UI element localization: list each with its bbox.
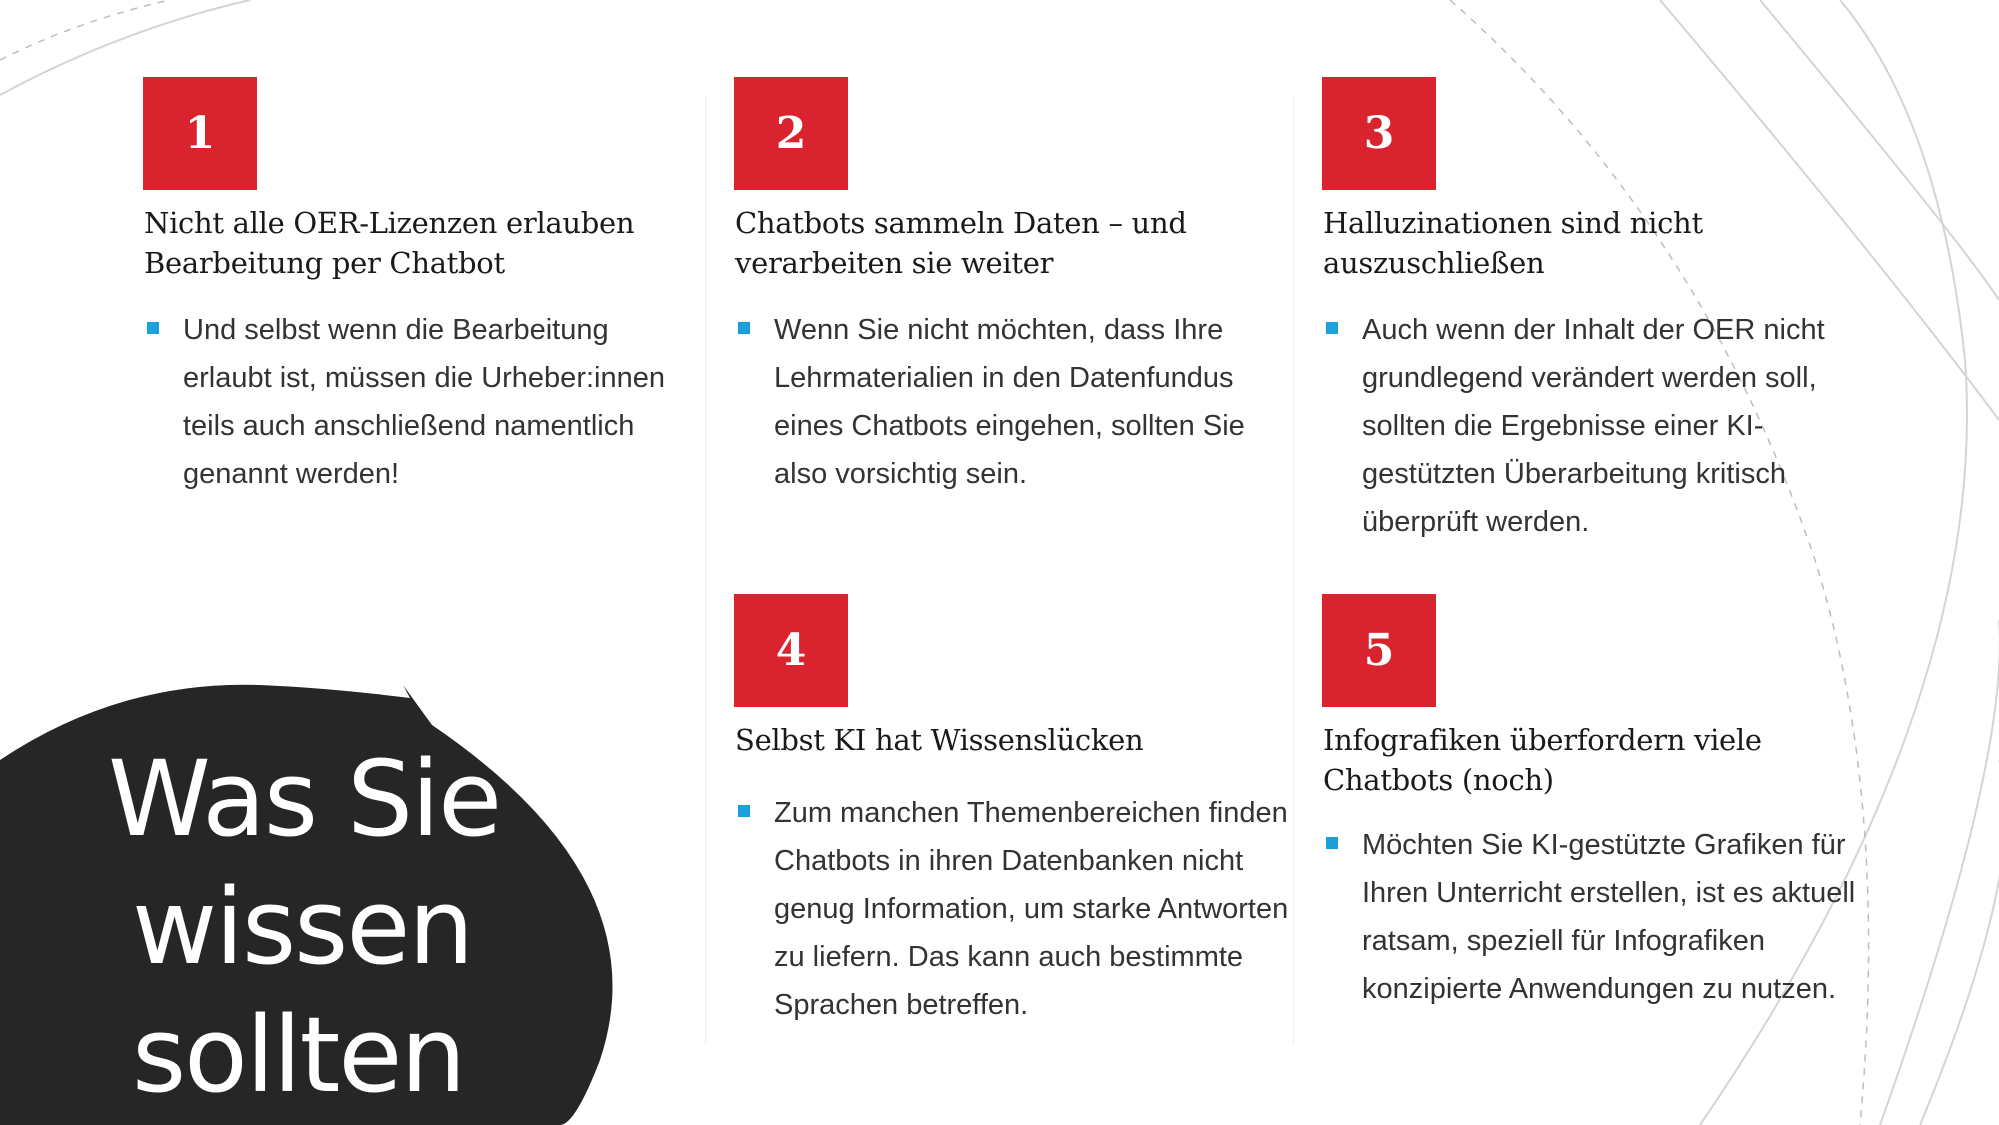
bullet-icon (1326, 322, 1338, 334)
card-body: Auch wenn der Inhalt der OER nicht grundlegend verändert werden soll, sollten die Ergebnisse einer KI-gestützten Überarbeitung kritisch überprüft werden. (1362, 314, 1825, 538)
card-heading: Halluzinationen sind nicht auszuschließen (1323, 206, 1703, 280)
card-heading: Chatbots sammeln Daten – und verarbeiten sie weiter (735, 206, 1187, 280)
bullet-icon (1326, 837, 1338, 849)
card-number-badge: 3 (1322, 77, 1436, 190)
card-body: Und selbst wenn die Bearbeitung erlaubt ist, müssen die Urheber:innen teils auch anschließend namentlich genannt werden! (183, 314, 665, 490)
title-line-3: sollten (132, 994, 465, 1116)
card-heading: Selbst KI hat Wissenslücken (735, 723, 1144, 757)
card-body: Möchten Sie KI-gestützte Grafiken für Ihren Unterricht erstellen, ist es aktuell ratsam, speziell für Infografiken konzipierte Anwendungen zu nutzen. (1362, 829, 1856, 1005)
slide-title (108, 735, 568, 1119)
card-number-badge: 4 (734, 594, 848, 707)
card-heading: Nicht alle OER-Lizenzen erlauben Bearbeitung per Chatbot (144, 206, 635, 280)
card-number-badge: 2 (734, 77, 848, 190)
bullet-icon (147, 322, 159, 334)
card-heading: Infografiken überfordern viele Chatbots (noch) (1323, 723, 1762, 797)
bullet-icon (738, 805, 750, 817)
column-divider-1 (705, 95, 706, 1045)
title-line-1: Was Sie (108, 738, 501, 860)
title-line-2: wissen (132, 866, 473, 988)
card-body: Zum manchen Themenbereichen finden Chatbots in ihren Datenbanken nicht genug Information, um starke Antworten zu liefern. Das kann auch bestimmte Sprachen betreffen. (774, 797, 1289, 1021)
card-number-badge: 1 (143, 77, 257, 190)
bullet-icon (738, 322, 750, 334)
card-number-badge: 5 (1322, 594, 1436, 707)
card-body: Wenn Sie nicht möchten, dass Ihre Lehrmaterialien in den Datenfundus eines Chatbots eingehen, sollten Sie also vorsichtig sein. (774, 314, 1245, 490)
